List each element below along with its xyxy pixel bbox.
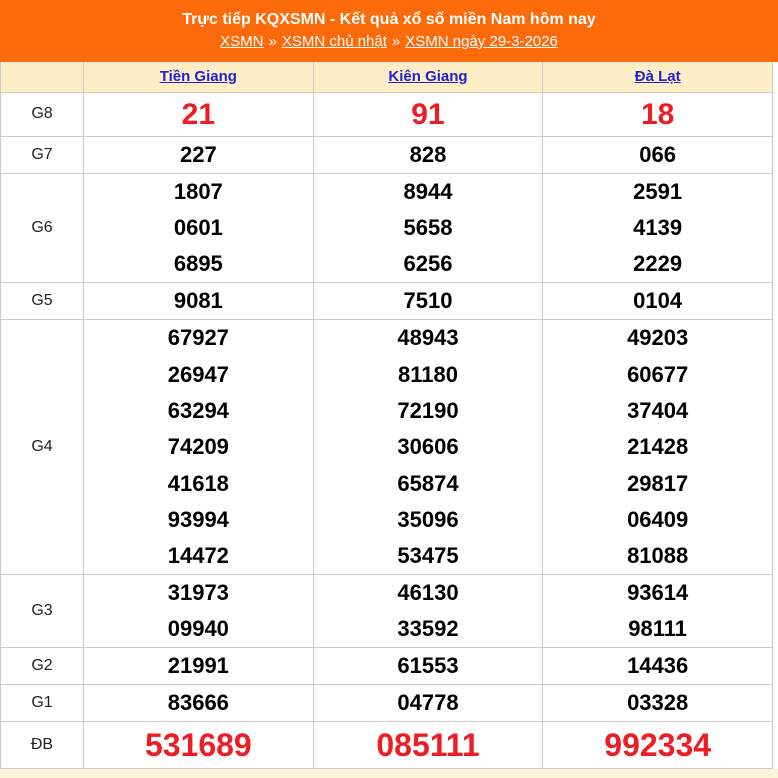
column-header-row [1,62,773,92]
prize-value: 53475 [397,543,459,569]
prize-value: 21991 [167,653,229,679]
prize-cell-g4-col2 [543,320,773,575]
prize-value: 46130 [397,580,459,606]
prize-value: 992334 [604,727,712,764]
row-label-g8: G8 [1,92,84,136]
prize-cell-g6-col2 [543,173,773,283]
prize-value: 828 [409,141,447,167]
breadcrumb-link-2[interactable]: XSMN ngày 29-3-2026 [405,33,558,50]
prize-value: 31973 [167,580,229,606]
breadcrumb-link-0[interactable]: XSMN [220,33,264,50]
prize-value: 6256 [403,251,453,277]
table-body [1,92,773,769]
prize-cell-g4-col1 [313,320,543,575]
prize-value: 37404 [627,397,689,423]
results-table [0,62,773,769]
prize-value: 60677 [627,361,689,387]
row-label-g2: G2 [1,648,84,685]
prize-cell-g6-col1 [313,173,543,283]
prize-value: 67927 [167,325,229,351]
column-header-1 [313,62,543,92]
column-header-link-1[interactable]: Kiên Giang [388,67,468,85]
prize-value: 1807 [173,178,223,204]
prize-cell-g5-col2 [543,283,773,320]
prize-row-g7 [1,136,773,173]
prize-value: 91 [411,97,445,131]
prize-value: 93994 [167,506,229,532]
prize-value: 04778 [397,690,459,716]
prize-value: 74209 [167,434,229,460]
column-header-2 [543,62,773,92]
prize-cell-g3-col2 [543,575,773,648]
prize-value: 227 [179,141,217,167]
prize-value: 33592 [397,616,459,642]
prize-cell-db-col1 [313,722,543,769]
prize-cell-g7-col2 [543,136,773,173]
prize-value: 61553 [397,653,459,679]
prize-value: 03328 [627,690,689,716]
prize-value: 531689 [144,727,252,764]
column-header-0 [84,62,314,92]
prize-value: 30606 [397,434,459,460]
prize-cell-db-col0 [84,722,314,769]
corner-cell [1,62,84,92]
prize-row-g3 [1,575,773,648]
prize-value: 085111 [376,727,480,764]
prize-value: 9081 [173,288,223,314]
prize-cell-g8-col2 [543,92,773,136]
prize-cell-g2-col0 [84,648,314,685]
breadcrumb-separator: » [391,33,401,50]
prize-value: 81180 [398,361,458,387]
prize-value: 63294 [167,397,229,423]
breadcrumb [0,31,778,52]
prize-value: 21 [181,97,216,131]
prize-row-db [1,722,773,769]
prize-cell-g3-col1 [313,575,543,648]
prize-value: 18 [640,97,675,131]
prize-cell-g2-col1 [313,648,543,685]
prize-value: 41618 [167,470,229,496]
prize-value: 06409 [627,506,689,532]
table-head [1,62,773,92]
prize-value: 26947 [167,361,229,387]
page-title: Trực tiếp KQXSMN - Kết quả xổ số miền Nam hôm nay [182,11,596,28]
prize-value: 6895 [173,251,223,277]
prize-cell-db-col2 [543,722,773,769]
prize-value: 93614 [627,580,689,606]
prize-cell-g3-col0 [84,575,314,648]
prize-value: 0601 [173,214,223,240]
prize-cell-g4-col0 [84,320,314,575]
prize-value: 49203 [627,325,689,351]
prize-cell-g2-col2 [543,648,773,685]
prize-value: 7510 [403,288,453,314]
prize-cell-g7-col1 [313,136,543,173]
prize-cell-g7-col0 [84,136,314,173]
prize-cell-g6-col0 [84,173,314,283]
row-label-db: ĐB [1,722,84,769]
prize-value: 2591 [633,178,683,204]
prize-value: 8944 [403,178,453,204]
prize-cell-g5-col1 [313,283,543,320]
row-label-g3: G3 [1,575,84,648]
prize-cell-g5-col0 [84,283,314,320]
header-banner [0,0,778,62]
prize-row-g1 [1,685,773,722]
prize-value: 29817 [627,470,689,496]
prize-value: 4139 [633,214,683,240]
prize-value: 21428 [627,434,689,460]
prize-value: 0104 [633,288,683,314]
row-label-g1: G1 [1,685,84,722]
column-header-link-0[interactable]: Tiền Giang [159,67,237,85]
column-header-link-2[interactable]: Đà Lạt [634,67,681,85]
prize-row-g8 [1,92,773,136]
prize-value: 14472 [167,543,229,569]
prize-value: 48943 [397,325,459,351]
prize-cell-g1-col0 [84,685,314,722]
breadcrumb-link-1[interactable]: XSMN chủ nhật [281,33,387,50]
prize-row-g2 [1,648,773,685]
prize-row-g6 [1,173,773,283]
prize-value: 72190 [397,397,459,423]
prize-value: 98111 [628,616,688,642]
prize-value: 09940 [167,616,229,642]
prize-value: 81088 [627,543,689,569]
row-label-g6: G6 [1,173,84,283]
prize-row-g5 [1,283,773,320]
prize-value: 2229 [633,251,683,277]
prize-cell-g8-col0 [84,92,314,136]
prize-value: 066 [639,141,677,167]
prize-value: 35096 [397,506,459,532]
row-label-g4: G4 [1,320,84,575]
prize-row-g4 [1,320,773,575]
breadcrumb-separator: » [268,33,277,50]
prize-cell-g8-col1 [313,92,543,136]
prize-value: 14436 [627,653,689,679]
prize-value: 83666 [167,690,229,716]
prize-cell-g1-col1 [313,685,543,722]
prize-cell-g1-col2 [543,685,773,722]
prize-value: 65874 [397,470,459,496]
row-label-g5: G5 [1,283,84,320]
prize-value: 5658 [403,214,453,240]
row-label-g7: G7 [1,136,84,173]
